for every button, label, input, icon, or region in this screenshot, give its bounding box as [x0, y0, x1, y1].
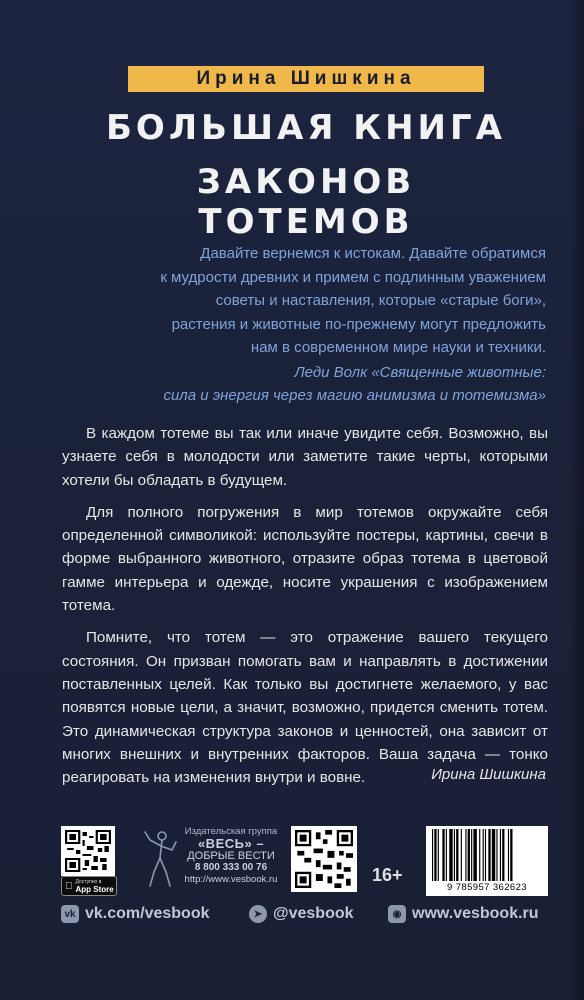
telegram-link[interactable] [249, 905, 354, 923]
book-title-line-1: БОЛЬШАЯ КНИГА [106, 108, 506, 148]
epigraph-line: нам в современном мире науки и техники. [250, 339, 546, 356]
barcode-bar [465, 829, 466, 881]
publisher-logo-figure-icon [142, 828, 178, 890]
publisher-group-label: Издательская группа [184, 826, 278, 837]
publisher-name: «ВЕСЬ» – [197, 836, 265, 851]
epigraph-line: Давайте вернемся к истокам. Давайте обратимся [200, 245, 546, 262]
barcode-bar [510, 829, 512, 881]
author-signature: Ирина Шишкина [431, 766, 546, 783]
barcode-bar [483, 829, 484, 881]
barcode-bar [500, 829, 501, 881]
epigraph-source [120, 361, 546, 407]
website-link-label: www.vesbook.ru [412, 905, 539, 922]
annotation-paragraph: Для полного погружения в мир тотемов окружайте себя определенной символикой: используйте постеры, картины, свечи в форме выбранного животного, отразите образ тотема в цветовой гамме интерьера и одежде, носите украшения с изображением тотема. [62, 503, 548, 615]
barcode-bar [438, 829, 439, 881]
epigraph-source-line: Леди Волк «Священные животные: [294, 364, 546, 381]
app-store-badge[interactable] [61, 876, 117, 896]
publisher-url[interactable]: http://www.vesbook.ru [184, 874, 278, 885]
author-banner [128, 66, 484, 92]
publisher-name-tagline: ДОБРЫЕ ВЕСТИ [187, 850, 275, 862]
barcode-bar [479, 829, 480, 881]
author-name: Ирина Шишкина [196, 68, 416, 89]
website-qr-code [291, 826, 357, 892]
spine-shadow [570, 0, 584, 1000]
epigraph-line: к мудрости древних и примем с подлинным уважением [160, 268, 546, 286]
barcode-bar [468, 829, 470, 881]
website-link[interactable] [388, 905, 539, 923]
qr-pattern-icon [65, 830, 111, 872]
epigraph [120, 242, 546, 360]
barcode-bar [502, 829, 504, 881]
book-title-line-2: ЗАКОНОВ ТОТЕМОВ [196, 162, 416, 242]
isbn-number: 9 785957 362623 [447, 882, 527, 893]
epigraph-line: растения и животные по-прежнему могут предложить [171, 315, 546, 333]
barcode-bar [461, 829, 462, 881]
app-store-caption: Доступно в [68, 879, 94, 885]
barcode-bar [446, 829, 447, 881]
app-qr-code [61, 826, 115, 876]
telegram-link-label: @vesbook [273, 905, 354, 922]
barcode-bars-icon [430, 829, 544, 881]
barcode-bar [488, 829, 490, 881]
annotation-text [62, 422, 548, 798]
annotation-paragraph: Помните, что тотем — это отражение вашего текущего состояния. Он призван помогать вам и направлять в достижении поставленных целей. Как только вы достигнете желаемого, у вас появятся новые цели, а значит, возможно, придется сменить тотем. Это динамическая структура законов и ценностей, она зависит от многих внешних и внутренних факторов. Ваша задача — тонко реагировать на изменения внутри и вовне. [62, 629, 548, 787]
barcode-bar [471, 829, 472, 881]
barcode-bar [454, 829, 455, 881]
publisher-phone: 8 800 333 00 76 [194, 862, 268, 873]
qr-pattern-icon [295, 830, 353, 888]
barcode-bar [496, 829, 497, 881]
age-rating: 16+ [372, 865, 403, 885]
publisher-block [176, 826, 286, 886]
apple-icon [65, 881, 73, 892]
annotation-paragraph: В каждом тотеме вы так или иначе увидите себя. Возможно, вы узнаете себя в молодости или заметите такие черты, которыми хотели бы обладать в будущем. [62, 425, 548, 489]
epigraph-line: советы и наставления, которые «старые боги», [215, 292, 546, 309]
web-icon: ◉ [388, 905, 406, 923]
barcode-bar [434, 829, 436, 881]
barcode-bar [449, 829, 452, 881]
barcode-bar [456, 829, 458, 881]
barcode-bar [492, 829, 495, 881]
barcode-bar [508, 829, 509, 881]
barcode-bar [432, 829, 433, 881]
isbn-barcode [426, 826, 548, 896]
barcode-bar [485, 829, 486, 881]
telegram-icon: ➤ [249, 905, 267, 923]
barcode-bar [442, 829, 444, 881]
vk-icon: vk [61, 905, 79, 923]
app-store-label: App Store [68, 885, 107, 894]
barcode-bar [473, 829, 476, 881]
epigraph-source-line: сила и энергия через магию анимизма и тотемизма» [163, 387, 546, 404]
vk-link[interactable] [61, 905, 210, 923]
vk-link-label: vk.com/vesbook [85, 905, 210, 922]
